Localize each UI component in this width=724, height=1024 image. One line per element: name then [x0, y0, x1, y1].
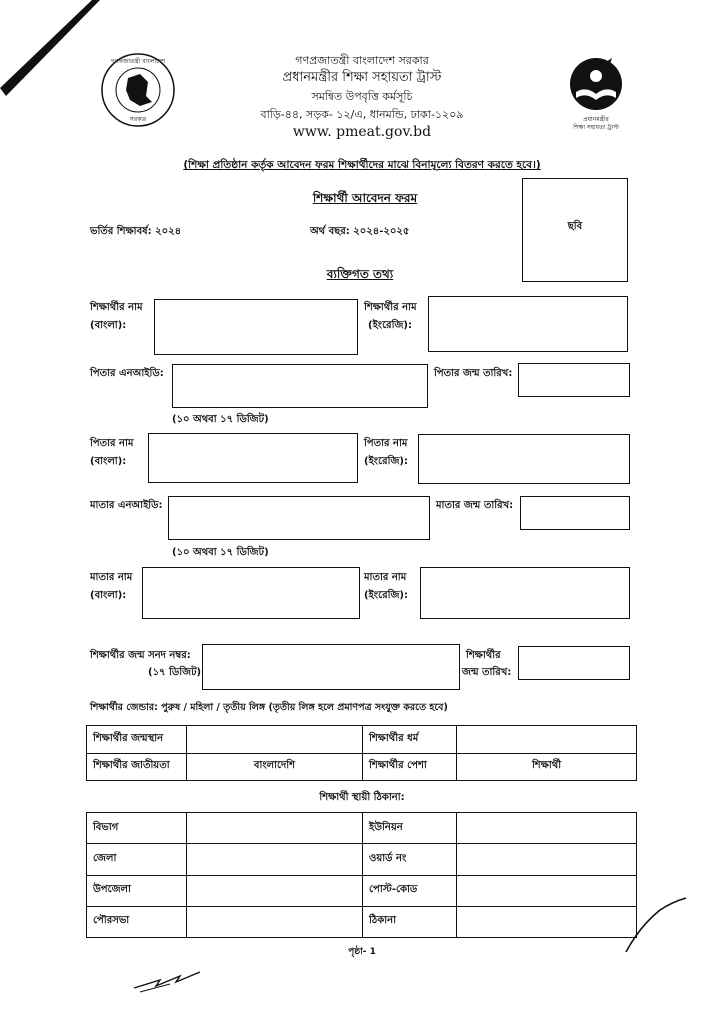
mother-dob-label: মাতার জন্ম তারিখ: — [436, 500, 514, 511]
father-name-bn-field[interactable] — [148, 433, 358, 483]
mother-name-bn-label-2: (বাংলা): — [90, 590, 127, 601]
seal-text-top: গণপ্রজাতন্ত্রী বাংলাদেশ — [110, 58, 166, 65]
header-line-4: বাড়ি-৪৪, সড়ক- ১২/এ, ধানমন্ডি, ঢাকা-১২০৯ — [260, 108, 464, 121]
union-label: ইউনিয়ন — [363, 813, 457, 844]
district-label: জেলা — [87, 844, 187, 875]
address-label: ঠিকানা — [363, 906, 457, 937]
birthplace-value[interactable] — [187, 726, 363, 754]
district-value[interactable] — [187, 844, 363, 875]
mother-name-en-label-1: মাতার নাম — [364, 572, 407, 583]
father-dob-label: পিতার জন্ম তারিখ: — [434, 368, 513, 379]
photo-box — [522, 178, 628, 282]
header-line-2: প্রধানমন্ত্রীর শিক্ষা সহায়তা ট্রাস্ট — [282, 70, 442, 85]
address-title: শিক্ষার্থী স্থায়ী ঠিকানা: — [319, 792, 405, 803]
birth-cert-label-1: শিক্ষার্থীর জন্ম সনদ নম্বর: — [90, 650, 191, 661]
photo-label: ছবি — [567, 221, 583, 232]
division-label: বিভাগ — [87, 813, 187, 844]
ward-value[interactable] — [457, 844, 637, 875]
admission-year: ভর্তির শিক্ষাবর্ষ: ২০২৪ — [90, 226, 182, 237]
mother-nid-label: মাতার এনআইডি: — [90, 500, 163, 511]
table-row — [87, 753, 637, 781]
address-table — [86, 812, 637, 938]
division-value[interactable] — [187, 813, 363, 844]
student-info-table — [86, 725, 637, 781]
religion-value[interactable] — [457, 726, 637, 754]
student-name-bn-label-2: (বাংলা): — [90, 320, 127, 331]
father-nid-hint: (১০ অথবা ১৭ ডিজিট) — [172, 414, 269, 425]
father-name-bn-label-2: (বাংলা): — [90, 456, 127, 467]
father-nid-label: পিতার এনআইডি: — [90, 368, 164, 379]
header-line-1: গণপ্রজাতন্ত্রী বাংলাদেশ সরকার — [295, 54, 429, 67]
mother-dob-field[interactable] — [520, 496, 630, 530]
municipality-label: পৌরসভা — [87, 906, 187, 937]
mother-nid-hint: (১০ অথবা ১৭ ডিজিট) — [172, 547, 269, 558]
student-dob-label-1: শিক্ষার্থীর — [466, 650, 501, 661]
postcode-value[interactable] — [457, 875, 637, 906]
signature-mark — [130, 966, 210, 996]
header-website: www. pmeat.gov.bd — [292, 124, 432, 140]
form-title: শিক্ষার্থী আবেদন ফরম — [312, 191, 418, 205]
student-name-bn-label-1: শিক্ষার্থীর নাম — [90, 302, 143, 313]
birth-cert-label-2: (১৭ ডিজিট) — [148, 667, 202, 678]
occupation-label: শিক্ষার্থীর পেশা — [363, 753, 457, 781]
union-value[interactable] — [457, 813, 637, 844]
fiscal-year: অর্থ বছর: ২০২৪-২০২৫ — [310, 226, 410, 237]
student-dob-field[interactable] — [518, 646, 630, 680]
table-row — [87, 813, 637, 844]
table-row — [87, 875, 637, 906]
occupation-value[interactable]: শিক্ষার্থী — [457, 753, 637, 781]
mother-nid-field[interactable] — [168, 496, 430, 540]
birth-cert-field[interactable] — [202, 644, 460, 690]
upazila-value[interactable] — [187, 875, 363, 906]
mother-name-en-field[interactable] — [420, 567, 630, 619]
gender-line: শিক্ষার্থীর জেন্ডার: পুরুষ / মহিলা / তৃতীয় লিঙ্গ (তৃতীয় লিঙ্গ হলে প্রমাণপত্র সংযুক্ত করতে হবে) — [90, 702, 448, 713]
address-value[interactable] — [457, 906, 637, 937]
student-dob-label-2: জন্ম তারিখ: — [462, 667, 512, 678]
table-row — [87, 906, 637, 937]
student-name-en-label-2: (ইংরেজি): — [368, 320, 412, 331]
trust-logo-caption-1: প্রধানমন্ত্রীর — [583, 116, 609, 123]
father-name-en-label-2: (ইংরেজি): — [364, 456, 408, 467]
trust-logo-caption-2: শিক্ষা সহায়তা ট্রাস্ট — [573, 124, 619, 131]
seal-text-bottom: সরকার — [129, 116, 147, 123]
ward-label: ওয়ার্ড নং — [363, 844, 457, 875]
father-nid-field[interactable] — [172, 364, 428, 408]
mother-name-bn-label-1: মাতার নাম — [90, 572, 133, 583]
upazila-label: উপজেলা — [87, 875, 187, 906]
religion-label: শিক্ষার্থীর ধর্ম — [363, 726, 457, 754]
father-name-bn-label-1: পিতার নাম — [90, 438, 134, 449]
student-name-en-label-1: শিক্ষার্থীর নাম — [364, 302, 417, 313]
father-name-en-label-1: পিতার নাম — [364, 438, 408, 449]
postcode-label: পোস্ট-কোড — [363, 875, 457, 906]
mother-name-en-label-2: (ইংরেজি): — [364, 590, 408, 601]
table-row — [87, 726, 637, 754]
page-number: পৃষ্ঠা- 1 — [348, 947, 376, 957]
header-line-3: সমন্বিত উপবৃত্তি কর্মসূচি — [311, 90, 413, 103]
father-dob-field[interactable] — [518, 363, 630, 397]
mother-name-bn-field[interactable] — [142, 567, 360, 619]
nationality-label: শিক্ষার্থীর জাতীয়তা — [87, 753, 187, 781]
birthplace-label: শিক্ষার্থীর জন্মস্থান — [87, 726, 187, 754]
student-name-bn-field[interactable] — [154, 299, 358, 355]
table-row — [87, 844, 637, 875]
nationality-value[interactable]: বাংলাদেশি — [187, 753, 363, 781]
municipality-value[interactable] — [187, 906, 363, 937]
distribution-notice: (শিক্ষা প্রতিষ্ঠান কর্তৃক আবেদন ফরম শিক্ষার্থীদের মাঝে বিনামূল্যে বিতরণ করতে হবে।) — [183, 159, 541, 171]
student-name-en-field[interactable] — [428, 296, 628, 352]
father-name-en-field[interactable] — [418, 434, 630, 484]
section-personal-title: ব্যক্তিগত তথ্য — [326, 267, 394, 281]
